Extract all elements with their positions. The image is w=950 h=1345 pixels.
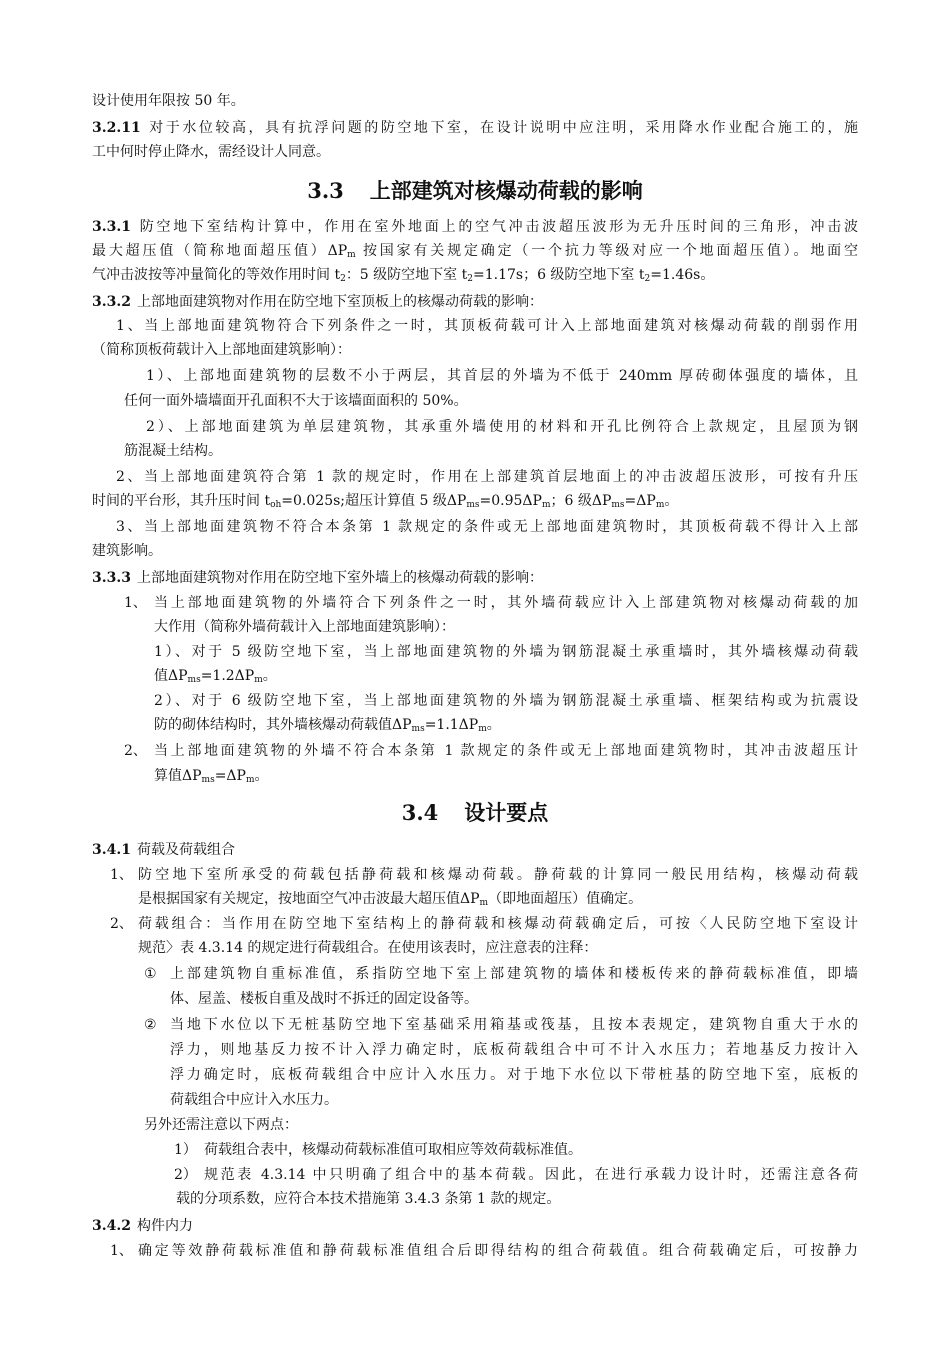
clause-number: 3.3.2: [92, 294, 131, 310]
text-run: =1.17s；6 级防空地下室 t: [472, 267, 645, 283]
subscript: m: [479, 898, 489, 908]
text-run: 算值ΔP: [154, 768, 202, 784]
text-run: 。: [262, 668, 277, 684]
text-line: [154, 716, 858, 734]
clause-number: 3.4.2: [92, 1218, 131, 1234]
list-item-text: 当上部地面建筑物的外墙符合下列条件之一时，其外墙荷载应计入上部建筑物对核爆动荷载的加: [154, 595, 858, 611]
list-marker: 2）: [174, 1167, 197, 1183]
subscript: m: [541, 500, 551, 510]
text-line: 体、屋盖、楼板自重及战时不拆迁的固定设备等。: [170, 991, 478, 1007]
text-run: =ΔP: [214, 768, 246, 784]
subscript: ms: [466, 500, 480, 510]
list-item-text: 荷载组合表中，核爆动荷载标准值可取相应等效荷载标准值。: [204, 1142, 582, 1158]
list-item-text: 荷载组合：当作用在防空地下室结构上的静荷载和核爆动荷载确定后，可按〈人民防空地下室设计: [138, 916, 858, 932]
text-line: [154, 667, 858, 685]
text-line: 筋混凝土结构。: [124, 443, 222, 459]
text-line: 规范〉表 4.3.14 的规定进行荷载组合。在使用该表时，应注意表的注释：: [138, 940, 598, 956]
text-line: 2、当上部地面建筑符合第 1 款的规定时，作用在上部建筑首层地面上的冲击波超压波形，可按有升压: [116, 469, 858, 485]
text-run: 气冲击波按等冲量简化的等效作用时间 t: [92, 267, 341, 283]
text-line: 2）、上部地面建筑为单层建筑物，其承重外墙使用的材料和开孔比例符合上款规定，且屋顶为钢: [146, 419, 858, 435]
text-run: 。: [254, 768, 269, 784]
clause-number: 3.2.11: [92, 120, 141, 136]
text-run: 防的砌体结构时，其外墙核爆动荷载值ΔP: [154, 717, 412, 733]
clause-3-3-1: [92, 218, 858, 236]
clause-3-4-1: [92, 841, 858, 859]
text-run: =ΔP: [624, 493, 656, 509]
text-line: 工中何时停止降水，需经设计人同意。: [92, 144, 330, 160]
clause-text: 上部地面建筑物对作用在防空地下室外墙上的核爆动荷载的影响：: [136, 570, 543, 586]
text-line: [92, 492, 858, 510]
list-item-text: 上部建筑物自重标准值，系指防空地下室上部建筑物的墙体和楼板传来的静荷载标准值，即墙: [170, 966, 858, 982]
subscript: m: [245, 775, 255, 785]
list-item-text: 防空地下室所承受的荷载包括静荷载和核爆动荷载。静荷载的计算同一般民用结构，核爆动荷载: [138, 867, 858, 883]
text-run: =1.46s。: [650, 267, 715, 283]
list-marker: 1）: [174, 1142, 197, 1158]
list-marker: ①: [144, 966, 157, 982]
text-line: 设计使用年限按 50 年。: [92, 93, 245, 109]
section-title: 设计要点: [464, 800, 549, 825]
clause-3-3-2: [92, 293, 858, 311]
clause-text: 荷载及荷载组合: [136, 842, 235, 858]
clause-number: 3.3.1: [92, 219, 131, 235]
list-marker: 1、: [124, 595, 147, 611]
text-run: 。: [664, 493, 679, 509]
subscript: ms: [611, 500, 625, 510]
text-line: [92, 242, 858, 260]
text-line: 1、当上部地面建筑物符合下列条件之一时，其顶板荷载可计入上部地面建筑对核爆动荷载的削弱作用: [116, 318, 858, 334]
list-item-text: 当地下水位以下无桩基防空地下室基础采用箱基或筏基，且按本表规定，建筑物自重大于水的: [170, 1017, 858, 1033]
text-run: （即地面超压）值确定。: [488, 891, 643, 907]
text-line: 建筑影响。: [92, 543, 162, 559]
subscript: m: [347, 250, 356, 260]
subscript: m: [655, 500, 665, 510]
text-line: 大作用（简称外墙荷载计入上部地面建筑影响）：: [154, 619, 455, 635]
text-line: 1）、对于 5 级防空地下室，当上部地面建筑物的外墙为钢筋混凝土承重墙时，其外墙核爆动荷载: [154, 644, 858, 660]
subscript: 2: [340, 274, 346, 284]
list-item-text: 当上部地面建筑物的外墙不符合本条第 1 款规定的条件或无上部地面建筑物时，其冲击波超压计: [154, 743, 858, 759]
text-line: （简称顶板荷载计入上部地面建筑影响）：: [92, 342, 351, 358]
subscript: 2: [467, 274, 473, 284]
text-line: 3、当上部地面建筑物不符合本条第 1 款规定的条件或无上部地面建筑物时，其顶板荷载不得计入上部: [116, 519, 858, 535]
section-number: 3.3: [307, 178, 344, 203]
section-heading-3-4: [0, 800, 950, 826]
subscript: ms: [187, 675, 201, 685]
text-run: ：5 级防空地下室 t: [345, 267, 468, 283]
clause-text: 防空地下室结构计算中，作用在室外地面上的空气冲击波超压波形为无升压时间的三角形，冲击波: [136, 219, 858, 235]
text-run: 时间的平台形，其升压时间 t: [92, 493, 271, 509]
text-line: 荷载组合中应计入水压力。: [170, 1092, 338, 1108]
list-marker: ②: [144, 1017, 157, 1033]
clause-number: 3.3.3: [92, 570, 131, 586]
text-line: 2）、对于 6 级防空地下室，当上部地面建筑物的外墙为钢筋混凝土承重墙、框架结构或为抗震设: [154, 693, 858, 709]
clause-text: 对于水位较高，具有抗浮问题的防空地下室，在设计说明中应注明，采用降水作业配合施工的，施: [146, 120, 858, 136]
text-run: =0.95ΔP: [479, 493, 542, 509]
text-line: 1）、上部地面建筑物的层数不小于两层，其首层的外墙为不低于 240mm 厚砖砌体强度的墙体，且: [146, 368, 858, 384]
subscript: m: [254, 675, 263, 685]
clause-text: 构件内力: [136, 1218, 193, 1234]
text-run: 值ΔP: [154, 668, 188, 684]
clause-3-2-11: [92, 119, 858, 137]
list-item-text: 确定等效静荷载标准值和静荷载标准值组合后即得结构的组合荷载值。组合荷载确定后，可按静力: [138, 1243, 858, 1259]
subscript: m: [478, 724, 487, 734]
clause-number: 3.4.1: [92, 842, 131, 858]
list-marker: 2、: [110, 916, 133, 932]
text-line: 浮力确定时，底板荷载组合中应计入水压力。对于地下水位以下带桩基的防空地下室，底板的: [170, 1067, 858, 1083]
text-run: 是根据国家有关规定，按地面空气冲击波最大超压值ΔP: [138, 891, 480, 907]
text-line: 任何一面外墙墙面开孔面积不大于该墙面面积的 50%。: [124, 393, 468, 409]
list-marker: 2、: [124, 743, 147, 759]
text-line: 载的分项系数，应符合本技术措施第 3.4.3 条第 1 款的规定。: [176, 1191, 561, 1207]
text-run: ；6 级ΔP: [550, 493, 612, 509]
text-run: 最大超压值（简称地面超压值）ΔP: [92, 243, 348, 259]
section-heading-3-3: [0, 178, 950, 204]
clause-text: 上部地面建筑物对作用在防空地下室顶板上的核爆动荷载的影响：: [136, 294, 543, 310]
text-run: =0.025s;超压计算值 5 级ΔP: [281, 493, 467, 509]
subscript: ms: [201, 775, 215, 785]
text-line: [92, 266, 858, 284]
text-run: 按国家有关规定确定（一个抗力等级对应一个地面超压值）。地面空: [355, 243, 858, 259]
text-line: [138, 890, 858, 908]
section-number: 3.4: [401, 800, 439, 825]
clause-3-3-3: [92, 569, 858, 587]
subscript: 2: [644, 274, 651, 284]
text-run: =1.2ΔP: [200, 668, 255, 684]
list-marker: 1、: [110, 867, 133, 883]
section-title: 上部建筑对核爆动荷载的影响: [369, 178, 643, 203]
subscript: ms: [411, 724, 425, 734]
list-item-text: 规范表 4.3.14 中只明确了组合中的基本荷载。因此，在进行承载力设计时，还需注意各荷: [204, 1167, 858, 1183]
text-run: =1.1ΔP: [424, 717, 479, 733]
text-line: 另外还需注意以下两点：: [144, 1117, 298, 1133]
subscript: oh: [270, 500, 282, 510]
clause-3-4-2: [92, 1217, 858, 1235]
text-line: [154, 767, 858, 785]
text-line: 浮力，则地基反力按不计入浮力确定时，底板荷载组合中可不计入水压力；若地基反力按计入: [170, 1042, 858, 1058]
list-marker: 1、: [110, 1243, 133, 1259]
text-run: 。: [486, 717, 501, 733]
